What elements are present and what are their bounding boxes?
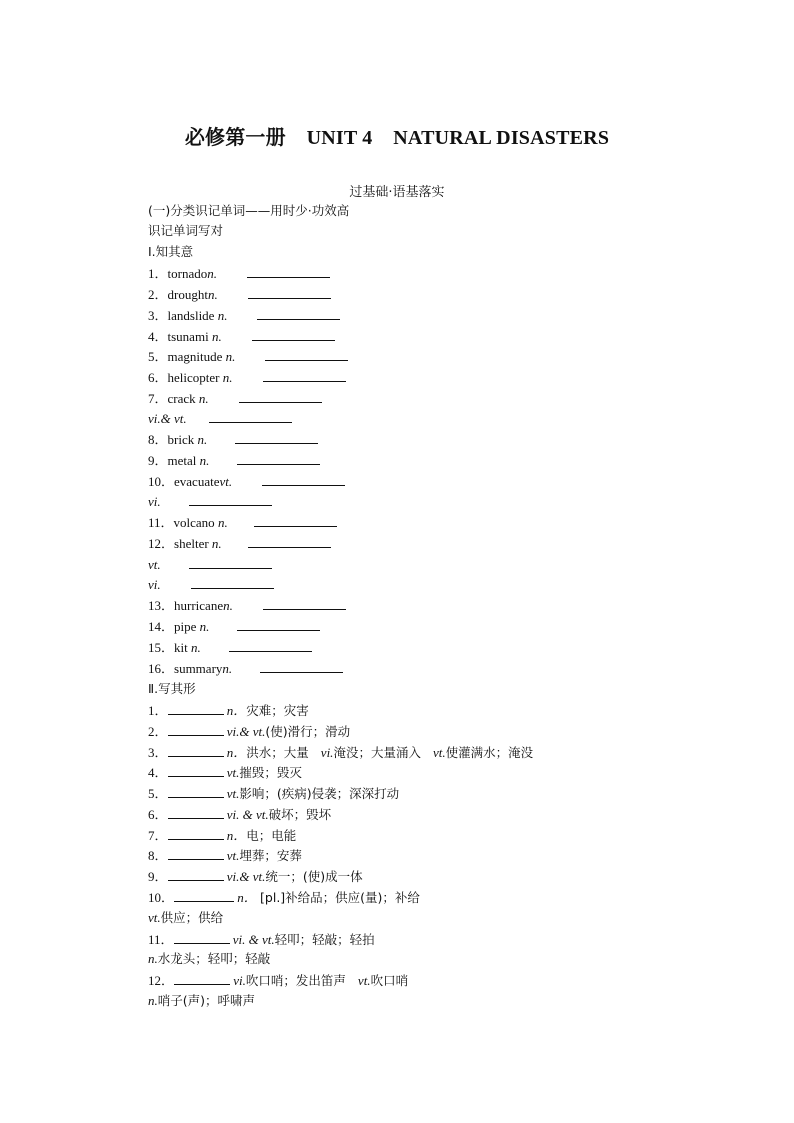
list-item: 1． n．灾难；灾害 — [148, 703, 309, 718]
answer-blank[interactable] — [254, 514, 337, 527]
list-item: 10．evacuatevt. — [148, 473, 345, 490]
answer-blank[interactable] — [191, 576, 274, 589]
answer-blank[interactable] — [252, 328, 335, 341]
answer-blank[interactable] — [247, 265, 330, 278]
list-item: 11．volcano n. — [148, 514, 337, 531]
answer-blank[interactable] — [239, 390, 322, 403]
section-subtitle: 过基础·语基落实 — [349, 185, 445, 200]
answer-blank[interactable] — [174, 931, 230, 944]
answer-blank[interactable] — [168, 702, 224, 715]
answer-blank[interactable] — [237, 618, 320, 631]
answer-blank[interactable] — [262, 473, 345, 486]
list-item: 6． vi. & vt.破坏；毁坏 — [148, 807, 332, 822]
answer-blank[interactable] — [189, 493, 272, 506]
list-item: vi.& vt. — [148, 410, 292, 427]
answer-blank[interactable] — [168, 847, 224, 860]
part2-heading: Ⅱ.写其形 — [148, 681, 196, 696]
list-item: vi. — [148, 493, 272, 510]
list-item: 9． vi.& vt.统一；(使)成一体 — [148, 869, 363, 884]
answer-blank[interactable] — [229, 639, 312, 652]
answer-blank[interactable] — [263, 597, 346, 610]
list-item: 12．shelter n. — [148, 535, 331, 552]
list-item: 9．metal n. — [148, 452, 320, 469]
answer-blank[interactable] — [168, 806, 224, 819]
answer-blank[interactable] — [257, 307, 340, 320]
list-item: n.水龙头；轻叩；轻敲 — [148, 951, 271, 966]
list-item: 8． vt.埋葬；安葬 — [148, 848, 302, 863]
list-item: 4． vt.摧毁；毁灭 — [148, 765, 302, 780]
list-item: 16．summaryn. — [148, 660, 343, 677]
answer-blank[interactable] — [260, 660, 343, 673]
list-item: 11． vi. & vt.轻叩；轻敲；轻拍 — [148, 932, 375, 947]
list-item: 4．tsunami n. — [148, 328, 335, 345]
answer-blank[interactable] — [248, 535, 331, 548]
list-item: 15．kit n. — [148, 639, 312, 656]
answer-blank[interactable] — [168, 785, 224, 798]
list-item: 5．magnitude n. — [148, 348, 348, 365]
answer-blank[interactable] — [168, 868, 224, 881]
list-item: 13．hurricanen. — [148, 597, 346, 614]
list-item: n.哨子(声)；呼啸声 — [148, 993, 256, 1008]
list-item: 7．crack n. — [148, 390, 322, 407]
answer-blank[interactable] — [263, 369, 346, 382]
list-item: vt. — [148, 556, 272, 573]
page-title: 必修第一册 UNIT 4 NATURAL DISASTERS — [184, 127, 610, 149]
list-item: 6．helicopter n. — [148, 369, 346, 386]
list-item: 3． n．洪水；大量 vi.淹没；大量涌入 vt.使灌满水；淹没 — [148, 745, 534, 760]
list-item: vi. — [148, 576, 274, 593]
answer-blank[interactable] — [168, 764, 224, 777]
answer-blank[interactable] — [248, 286, 331, 299]
list-item: 2． vi.& vt.(使)滑行；滑动 — [148, 724, 351, 739]
answer-blank[interactable] — [168, 723, 224, 736]
answer-blank[interactable] — [174, 889, 234, 902]
answer-blank[interactable] — [209, 410, 292, 423]
part-heading: 识记单词写对 — [148, 223, 224, 238]
list-item: 12． vi.吹口哨；发出笛声 vt.吹口哨 — [148, 973, 409, 988]
list-item: 7． n．电；电能 — [148, 828, 297, 843]
list-item: vt.供应；供给 — [148, 910, 224, 925]
answer-blank[interactable] — [174, 972, 230, 985]
answer-blank[interactable] — [168, 827, 224, 840]
answer-blank[interactable] — [237, 452, 320, 465]
part1-heading: Ⅰ.知其意 — [148, 244, 194, 259]
section-heading: (一)分类识记单词——用时少·功效高 — [148, 203, 350, 218]
list-item: 5． vt.影响；(疾病)侵袭；深深打动 — [148, 786, 400, 801]
list-item: 3．landslide n. — [148, 307, 340, 324]
list-item: 2．droughtn. — [148, 286, 331, 303]
list-item: 1．tornadon. — [148, 265, 330, 282]
list-item: 10． n． [pl.]补给品；供应(量)；补给 — [148, 890, 420, 905]
answer-blank[interactable] — [265, 348, 348, 361]
answer-blank[interactable] — [235, 431, 318, 444]
answer-blank[interactable] — [168, 744, 224, 757]
answer-blank[interactable] — [189, 556, 272, 569]
list-item: 14．pipe n. — [148, 618, 320, 635]
list-item: 8．brick n. — [148, 431, 318, 448]
